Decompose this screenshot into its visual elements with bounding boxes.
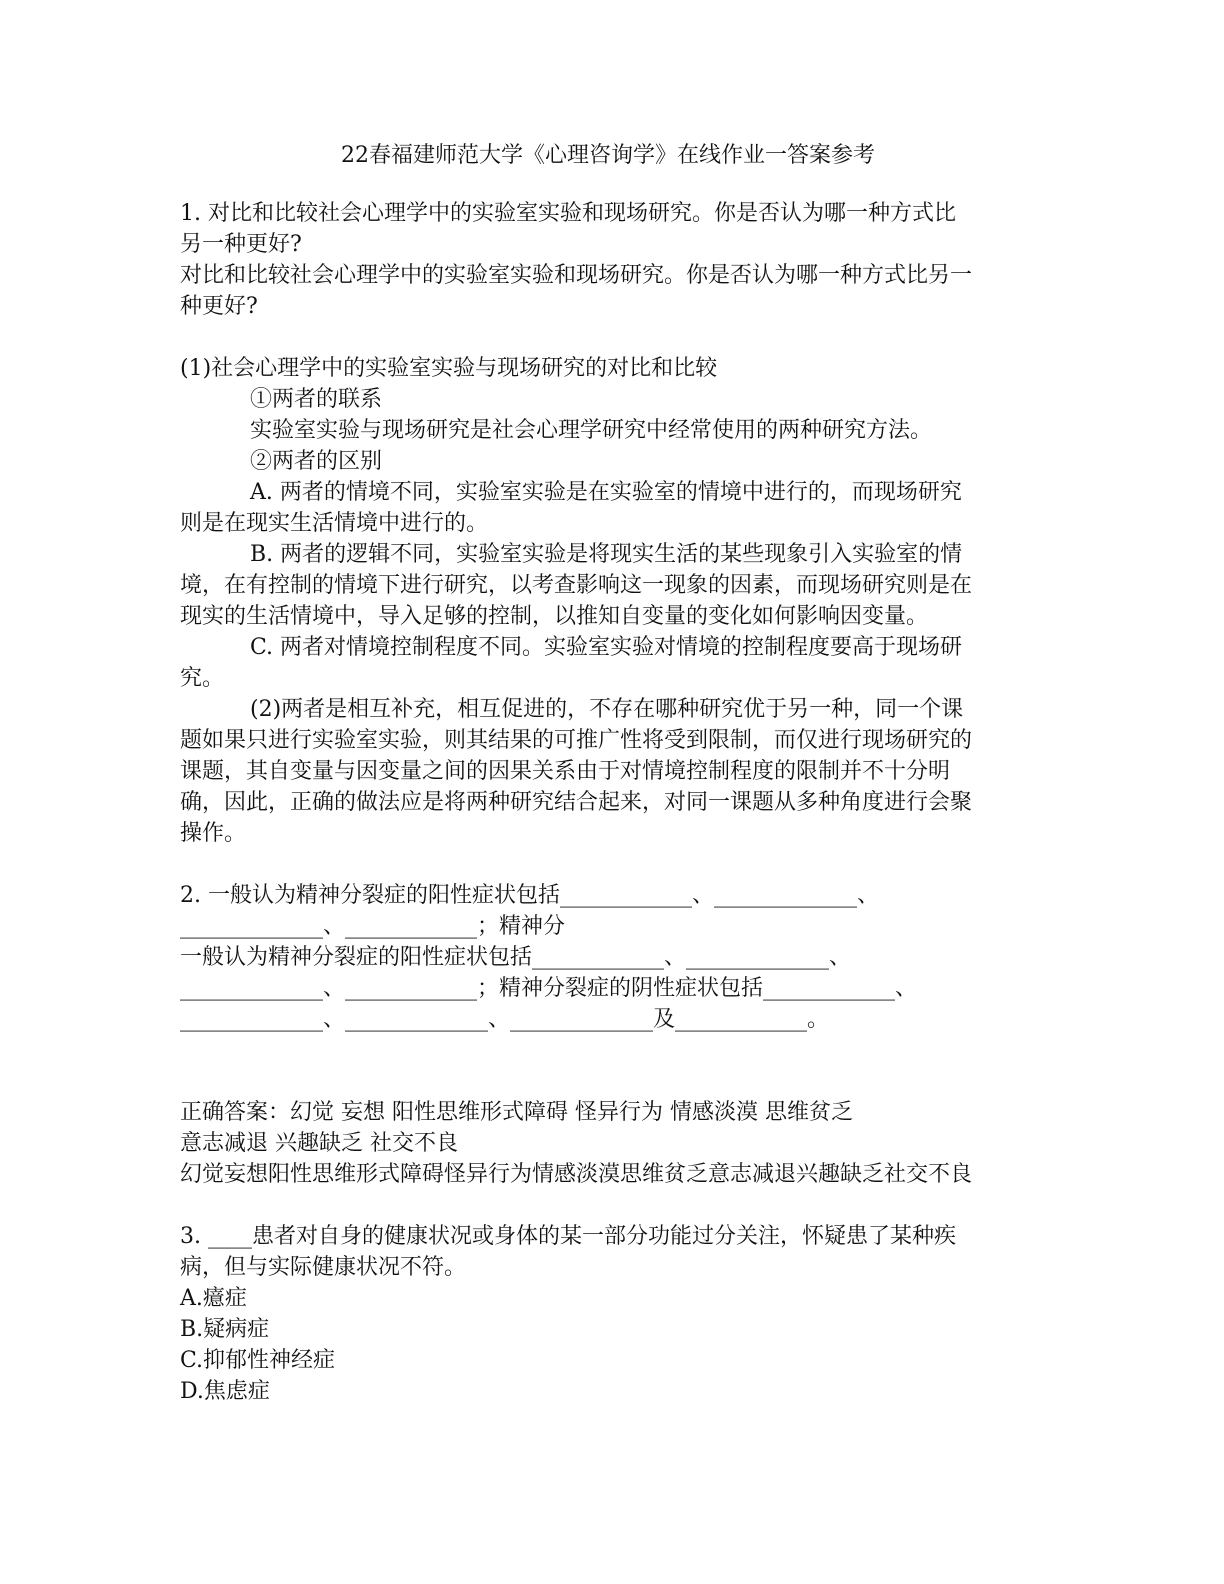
answer-1-text: 究。 [180, 666, 225, 691]
question-1-text: 对比和比较社会心理学中的实验室实验和现场研究。你是否认为哪一种方式比另一 [180, 263, 973, 288]
answer-1-text: 确，因此，正确的做法应是将两种研究结合起来，对同一课题从多种角度进行会聚 [180, 790, 973, 815]
answer-1-text: 境，在有控制的情境下进行研究，以考查影响这一现象的因素，而现场研究则是在 [180, 573, 973, 598]
answer-2-text: 幻觉妄想阳性思维形式障碍怪异行为情感淡漠思维贫乏意志减退兴趣缺乏社交不良 [180, 1162, 973, 1187]
question-3-text: 3. ____患者对自身的健康状况或身体的某一部分功能过分关注，怀疑患了某种疾 [180, 1224, 956, 1249]
answer-1-text: B. 两者的逻辑不同，实验室实验是将现实生活的某些现象引入实验室的情 [250, 542, 963, 567]
question-3 [180, 1221, 1036, 1407]
answer-1-text: ①两者的联系 [250, 387, 383, 412]
question-1 [180, 198, 1036, 849]
question-3-text: 病，但与实际健康状况不符。 [180, 1255, 467, 1280]
question-1-text: 种更好? [180, 294, 258, 319]
question-2 [180, 880, 1036, 1190]
option-d: D.焦虑症 [180, 1379, 270, 1404]
answer-1-text: 操作。 [180, 821, 247, 846]
answer-1-text: 现实的生活情境中，导入足够的控制，以推知自变量的变化如何影响因变量。 [180, 604, 929, 629]
answer-1-text: 则是在现实生活情境中进行的。 [180, 511, 489, 536]
question-2-text: 一般认为精神分裂症的阳性症状包括____________、_____________、 [180, 945, 852, 970]
question-2-text: _____________、____________；精神分裂症的阴性症状包括____________、 [180, 976, 918, 1001]
answer-1-text: 课题，其自变量与因变量之间的因果关系由于对情境控制程度的限制并不十分明 [180, 759, 951, 784]
question-2-text: 2. 一般认为精神分裂症的阳性症状包括____________、_____________、 [180, 883, 879, 908]
document-page [180, 140, 1036, 1407]
answer-1-text: C. 两者对情境控制程度不同。实验室实验对情境的控制程度要高于现场研 [250, 635, 963, 660]
answer-1-text: 题如果只进行实验室实验，则其结果的可推广性将受到限制，而仅进行现场研究的 [180, 728, 973, 753]
answer-1-text: ②两者的区别 [250, 449, 383, 474]
option-a: A.癔症 [180, 1286, 247, 1311]
answer-2-text: 意志减退 兴趣缺乏 社交不良 [180, 1131, 458, 1156]
question-2-text: _____________、____________；精神分 [180, 914, 566, 939]
answer-1-text: 实验室实验与现场研究是社会心理学研究中经常使用的两种研究方法。 [250, 418, 933, 443]
question-1-text: 1. 对比和比较社会心理学中的实验室实验和现场研究。你是否认为哪一种方式比 [180, 201, 956, 226]
answer-1-text: (1)社会心理学中的实验室实验与现场研究的对比和比较 [180, 356, 718, 381]
question-1-text: 另一种更好? [180, 232, 302, 257]
answer-1-text: A. 两者的情境不同，实验室实验是在实验室的情境中进行的，而现场研究 [250, 480, 962, 505]
option-c: C.抑郁性神经症 [180, 1348, 336, 1373]
question-2-text: _____________、_____________、_____________及____________。 [180, 1007, 830, 1032]
answer-2-text: 正确答案：幻觉 妄想 阳性思维形式障碍 怪异行为 情感淡漠 思维贫乏 [180, 1100, 853, 1125]
answer-1-text: (2)两者是相互补充，相互促进的，不存在哪种研究优于另一种，同一个课 [250, 697, 964, 722]
option-b: B.疑病症 [180, 1317, 270, 1342]
document-title: 22春福建师范大学《心理咨询学》在线作业一答案参考 [341, 143, 875, 168]
